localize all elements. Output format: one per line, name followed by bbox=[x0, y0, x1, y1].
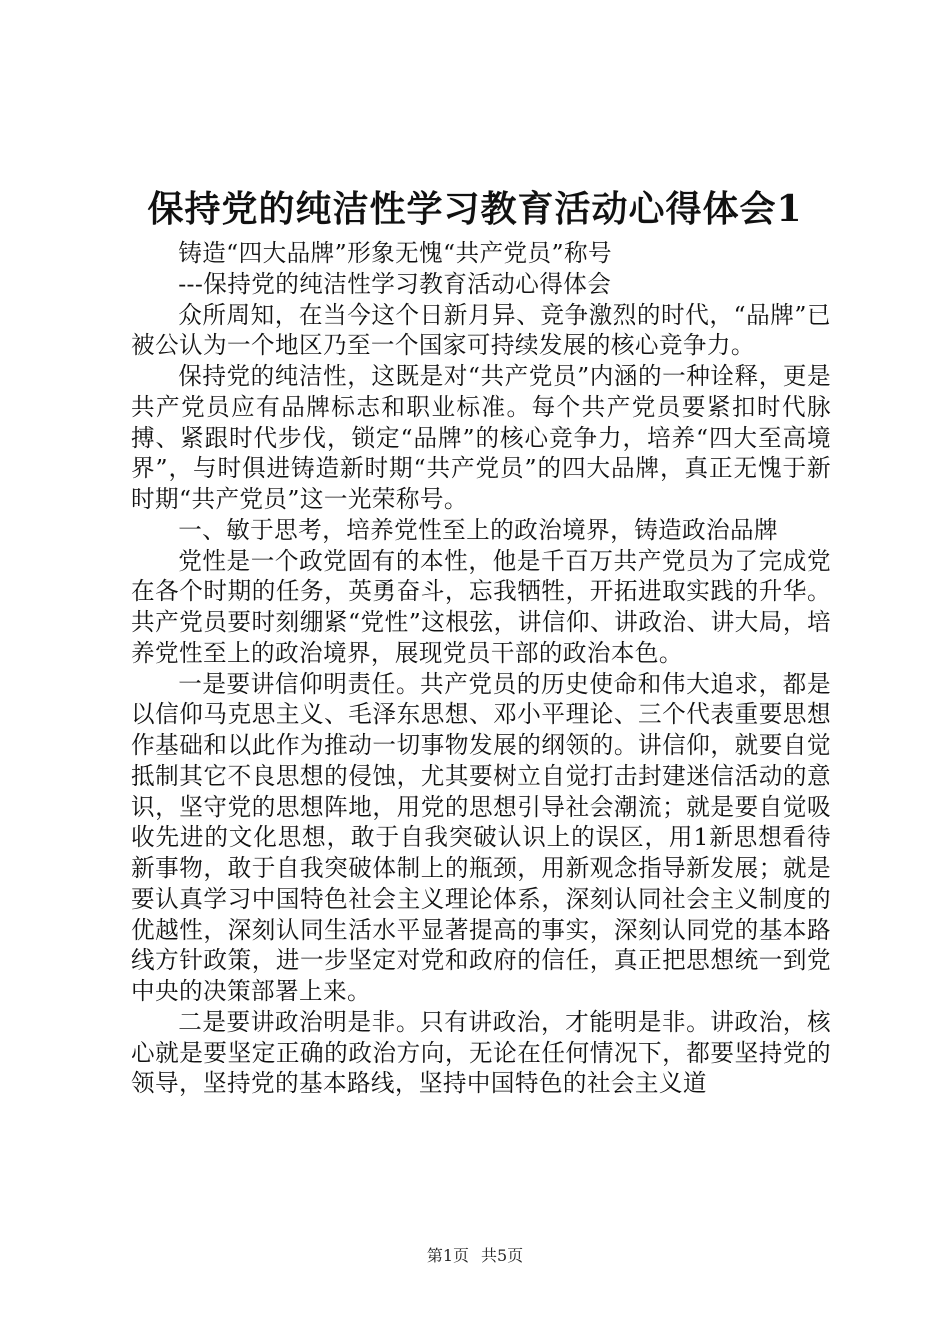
document-body bbox=[131, 238, 831, 1099]
section-heading-1: 一、敏于思考，培养党性至上的政治境界，铸造政治品牌 bbox=[178, 515, 779, 544]
page-total: 共5页 bbox=[481, 1246, 524, 1265]
page-number: 第1页 bbox=[426, 1246, 469, 1265]
paragraph-purity: 保持党的纯洁性，这既是对“共产党员”内涵的一种诠释，更是共产党员应有品牌标志和职业标准。每个共产党员要紧扣时代脉搏、紧跟时代步伐，锁定“品牌”的核心竞争力，培养“四大至高境界”，与时俱进铸造新时期“共产党员”的四大品牌，真正无愧于新时期“共产党员”这一光荣称号。 bbox=[131, 362, 831, 513]
subtitle-line-2: ---保持党的纯洁性学习教育活动心得体会 bbox=[178, 269, 612, 298]
paragraph-party-spirit: 党性是一个政党固有的本性，他是千百万共产党员为了完成党在各个时期的任务，英勇奋斗，忘我牺牲，开拓进取实践的升华。共产党员要时刻绷紧“党性”这根弦，讲信仰、讲政治、讲大局，培养党性至上的政治境界，展现党员干部的政治本色。 bbox=[131, 546, 831, 667]
paragraph-intro: 众所周知，在当今这个日新月异、竞争激烈的时代，“品牌”已被公认为一个地区乃至一个国家可持续发展的核心竞争力。 bbox=[131, 300, 831, 360]
page-footer bbox=[0, 1245, 950, 1267]
document-title: 保持党的纯洁性学习教育活动心得体会1 bbox=[147, 188, 803, 230]
paragraph-belief: 一是要讲信仰明责任。共产党员的历史使命和伟大追求，都是以信仰马克思主义、毛泽东思想、邓小平理论、三个代表重要思想作基础和以此作为推动一切事物发展的纲领的。讲信仰，就要自觉抵制其它不良思想的侵蚀，尤其要树立自觉打击封建迷信活动的意识，坚守党的思想阵地，用党的思想引导社会潮流；就是要自觉吸收先进的文化思想，敢于自我突破认识上的误区，用1新思想看待新事物，敢于自我突破体制上的瓶颈，用新观念指导新发展；就是要认真学习中国特色社会主义理论体系，深刻认同社会主义制度的优越性，深刻认同生活水平显著提高的事实，深刻认同党的基本路线方针政策，进一步坚定对党和政府的信任，真正把思想统一到党中央的决策部署上来。 bbox=[131, 669, 831, 1005]
subtitle-line-1: 铸造“四大品牌”形象无愧“共产党员”称号 bbox=[178, 239, 612, 267]
paragraph-politics: 二是要讲政治明是非。只有讲政治，才能明是非。讲政治，核心就是要坚定正确的政治方向，无论在任何情况下，都要坚持党的领导，坚持党的基本路线，坚持中国特色的社会主义道 bbox=[131, 1007, 831, 1098]
